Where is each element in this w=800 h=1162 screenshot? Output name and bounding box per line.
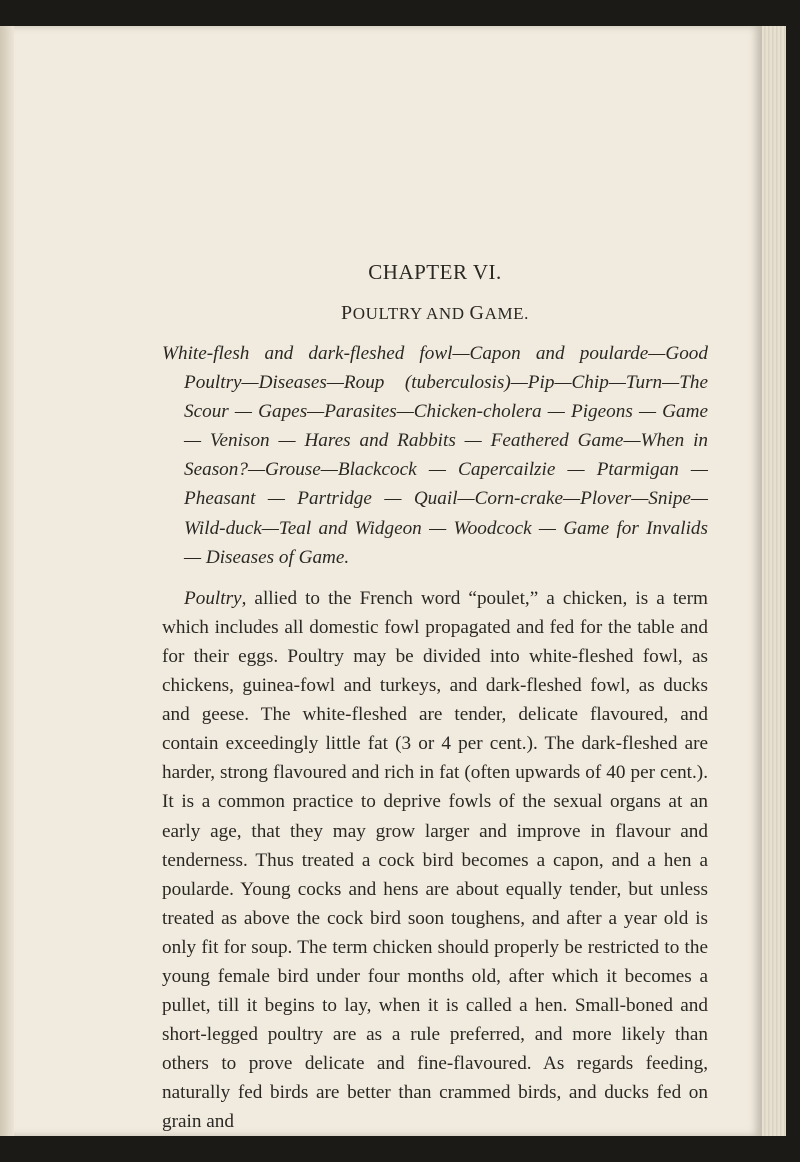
section-heading-cap-1: P	[340, 302, 353, 324]
section-heading	[162, 300, 708, 327]
chapter-heading: CHAPTER VI.	[368, 260, 502, 284]
section-heading-joiner: AND	[422, 304, 470, 323]
section-heading-word-2: AME.	[484, 304, 530, 323]
chapter-summary: White-flesh and dark-fleshed fowl—Capon and poularde—Good Poultry—Diseases—Roup (tuberculosis)—Pip—Chip—Turn—The Scour — Gapes—Parasites—Chicken-cholera — Pigeons — Game — Venison — Hares and Rabbits — Feathered Game—When in Season?—Grouse—Blackcock — Capercailzie — Ptarmigan — Pheasant — Partridge — Quail—Corn-crake—Plover—Snipe—Wild-duck—Teal and Widgeon — Woodcock — Game for Invalids — Diseases of Game.	[162, 343, 708, 568]
lead-word: Poultry	[184, 587, 242, 609]
body-paragraph	[162, 584, 708, 1137]
section-heading-word-1: OULTRY	[352, 304, 423, 323]
paragraph-text: , allied to the French word “poulet,” a chicken, is a term which includes all domestic fowl propagated and fed for the table and for their eggs. Poultry may be divided into white-fleshed fowl, as chickens, guinea-fowl and turkeys, and dark-fleshed fowl, as ducks and geese. The white-fleshed are tender, delicate flavoured, and contain exceedingly little fat (3 or 4 per cent.). The dark-fleshed are harder, strong flavoured and rich in fat (often upwards of 40 per cent.). It is a common practice to deprive fowls of the sexual organs at an early age, that they may grow larger and improve in flavour and tenderness. Thus treated a cock bird becomes a capon, and a hen a poularde. Young cocks and hens are about equally tender, but unless treated as above the cock bird soon toughens, and after a year old is only fit for soup. The term chicken should properly be restricted to the young female bird under four months old, after which it becomes a pullet, till it begins to lay, when it is called a hen. Small-boned and short-legged poultry are as a rule preferred, and more likely than others to prove delicate and fine-flavoured. As regards feeding, naturally fed birds are better than crammed birds, and ducks fed on grain and	[162, 587, 708, 1133]
page-gutter	[0, 26, 14, 1136]
page-edge-stack	[762, 26, 786, 1136]
section-heading-cap-2: G	[469, 302, 485, 324]
page-text-block	[162, 258, 708, 1137]
